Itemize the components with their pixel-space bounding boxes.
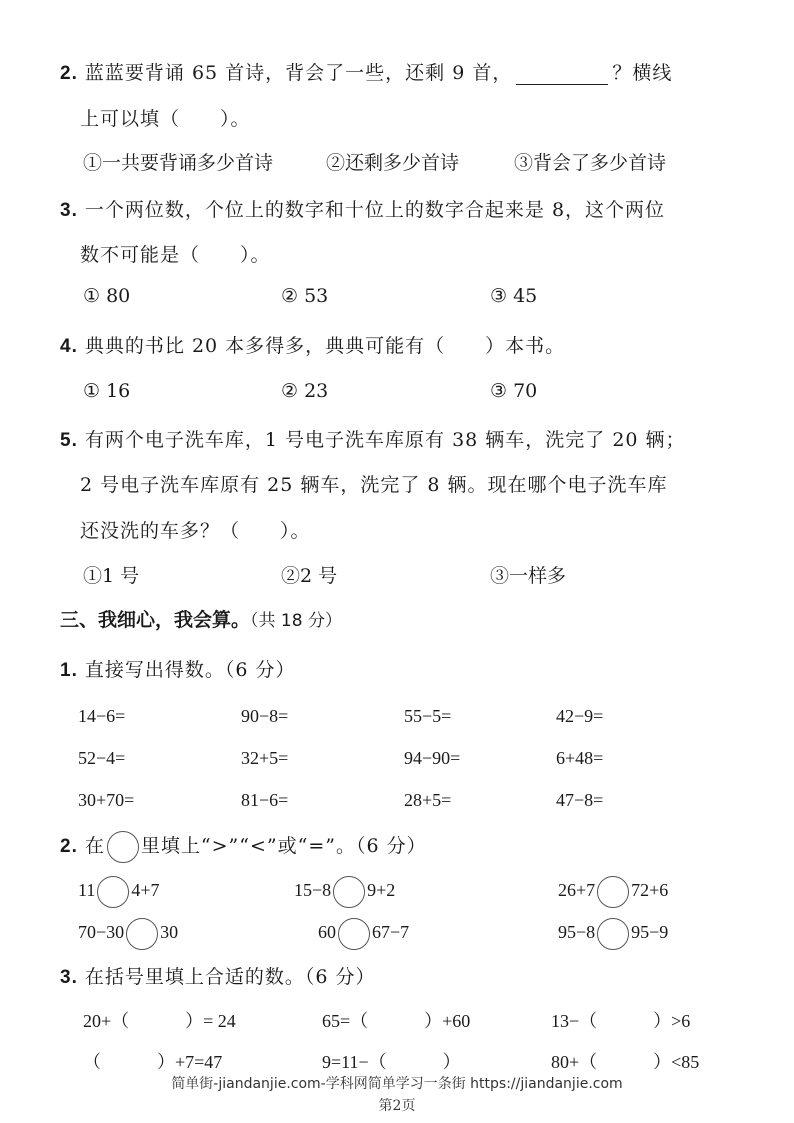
calc-item[interactable]: 55−5= [404, 706, 452, 726]
expr-left: 9=11−（ [322, 1052, 387, 1072]
option-2[interactable]: ② 53 [281, 285, 329, 307]
compare-item [78, 876, 160, 908]
calc-item[interactable]: 47−8= [556, 790, 604, 810]
calc-item[interactable]: 32+5= [241, 748, 289, 768]
calc-item[interactable]: 90−8= [241, 706, 289, 726]
expr-right: ）+60 [424, 1011, 471, 1031]
left-expr: 26+7 [558, 880, 596, 901]
compare-item [294, 876, 395, 908]
question-2-line-1 [60, 58, 672, 85]
question-3-line-1 [60, 195, 665, 222]
question-text: 典典的书比 20 本多得多，典典可能有（ ）本书。 [84, 335, 566, 357]
section-score: （共 18 分） [250, 611, 342, 631]
question-text: 直接写出得数。（6 分） [84, 659, 296, 681]
compare-item [558, 876, 668, 908]
compare-item [78, 918, 178, 950]
right-expr: 67−7 [372, 922, 410, 943]
question-5-line-1 [60, 425, 686, 452]
expr-right: ）<85 [653, 1052, 700, 1072]
footer-watermark: 简单街-jiandanjie.com-学科网简单学习一条街 https://jiandanjie.com [171, 1076, 623, 1092]
left-expr: 70−30 [78, 922, 125, 943]
right-expr: 72+6 [631, 880, 669, 901]
expr-left: 80+（ [551, 1052, 598, 1072]
compare-item [318, 918, 409, 950]
compare-item [558, 918, 668, 950]
calc-item[interactable]: 30+70= [78, 790, 135, 810]
answer-blank-line[interactable] [516, 66, 608, 85]
compare-circle[interactable] [597, 918, 629, 950]
question-text: 里填上“>”“<”或“=”。（6 分） [140, 835, 427, 857]
expr-left: （ [83, 1052, 101, 1072]
compare-circle[interactable] [97, 876, 129, 908]
calc-item[interactable]: 81−6= [241, 790, 289, 810]
question-text: 有两个电子洗车库，1 号电子洗车库原有 38 辆车，洗完了 20 辆； [84, 429, 686, 451]
option-3[interactable]: ③一样多 [490, 565, 567, 587]
right-expr: 4+7 [131, 880, 160, 901]
option-1[interactable]: ① 16 [83, 380, 131, 402]
compare-circle-icon [107, 831, 139, 863]
expr-left: 13−（ [551, 1011, 598, 1031]
option-1[interactable]: ①1 号 [83, 565, 140, 587]
option-3[interactable]: ③ 45 [490, 285, 538, 307]
page-number: 第2页 [378, 1098, 416, 1114]
question-text: 在 [84, 835, 105, 857]
option-3[interactable]: ③背会了多少首诗 [514, 152, 667, 174]
question-text: 蓝蓝要背诵 65 首诗，背会了一些，还剩 9 首， [84, 62, 513, 84]
compare-circle[interactable] [597, 876, 629, 908]
question-4-line-1 [60, 331, 565, 358]
option-3[interactable]: ③ 70 [490, 380, 538, 402]
calc-item[interactable]: 14−6= [78, 706, 126, 726]
left-expr: 11 [78, 880, 96, 901]
calc-item[interactable]: 6+48= [556, 748, 604, 768]
expr-left: 65=（ [322, 1011, 369, 1031]
question-number: 5. [60, 430, 78, 451]
compare-circle[interactable] [338, 918, 370, 950]
option-1[interactable]: ①一共要背诵多少首诗 [83, 152, 274, 174]
fill-item [322, 1048, 461, 1074]
section-title: 三、我细心，我会算。 [60, 609, 251, 631]
calc-item[interactable]: 94−90= [404, 748, 461, 768]
section-heading [60, 605, 342, 632]
option-2[interactable]: ② 23 [281, 380, 329, 402]
question-number: 3. [60, 200, 78, 221]
subquestion-1-title [60, 655, 296, 682]
expr-right: ）>6 [653, 1011, 691, 1031]
option-2[interactable]: ②还剩多少首诗 [326, 152, 460, 174]
expr-right: ）+7=47 [157, 1052, 223, 1072]
right-expr: 9+2 [367, 880, 396, 901]
question-text: 在括号里填上合适的数。（6 分） [84, 966, 376, 988]
question-text: ？横线 [612, 62, 673, 84]
calc-item[interactable]: 42−9= [556, 706, 604, 726]
question-number: 2. [60, 836, 78, 857]
expr-left: 20+（ [83, 1011, 130, 1031]
question-number: 3. [60, 967, 78, 988]
fill-item [83, 1048, 222, 1074]
question-number: 2. [60, 63, 78, 84]
right-expr: 30 [160, 922, 179, 943]
right-expr: 95−9 [631, 922, 669, 943]
left-expr: 95−8 [558, 922, 596, 943]
compare-circle[interactable] [126, 918, 158, 950]
question-number: 4. [60, 336, 78, 357]
calc-item[interactable]: 28+5= [404, 790, 452, 810]
expr-right: ）= 24 [185, 1011, 236, 1031]
option-2[interactable]: ②2 号 [281, 565, 338, 587]
option-1[interactable]: ① 80 [83, 285, 131, 307]
question-3-line-2: 数不可能是（ ）。 [80, 244, 271, 266]
expr-right: ） [442, 1052, 461, 1072]
left-expr: 15−8 [294, 880, 332, 901]
calc-item[interactable]: 52−4= [78, 748, 126, 768]
question-number: 1. [60, 660, 78, 681]
compare-circle[interactable] [333, 876, 365, 908]
question-2-line-2: 上可以填（ ）。 [80, 108, 251, 130]
fill-item [551, 1007, 690, 1033]
question-5-line-2: 2 号电子洗车库原有 25 辆车，洗完了 8 辆。现在哪个电子洗车库 [80, 474, 668, 496]
fill-item [83, 1007, 236, 1033]
question-5-line-3: 还没洗的车多？（ ）。 [80, 520, 311, 542]
subquestion-2-title [60, 831, 427, 863]
fill-item [322, 1007, 470, 1033]
question-text: 一个两位数，个位上的数字和十位上的数字合起来是 8，这个两位 [84, 199, 666, 221]
left-expr: 60 [318, 922, 336, 943]
fill-item [551, 1048, 699, 1074]
subquestion-3-title [60, 962, 376, 989]
